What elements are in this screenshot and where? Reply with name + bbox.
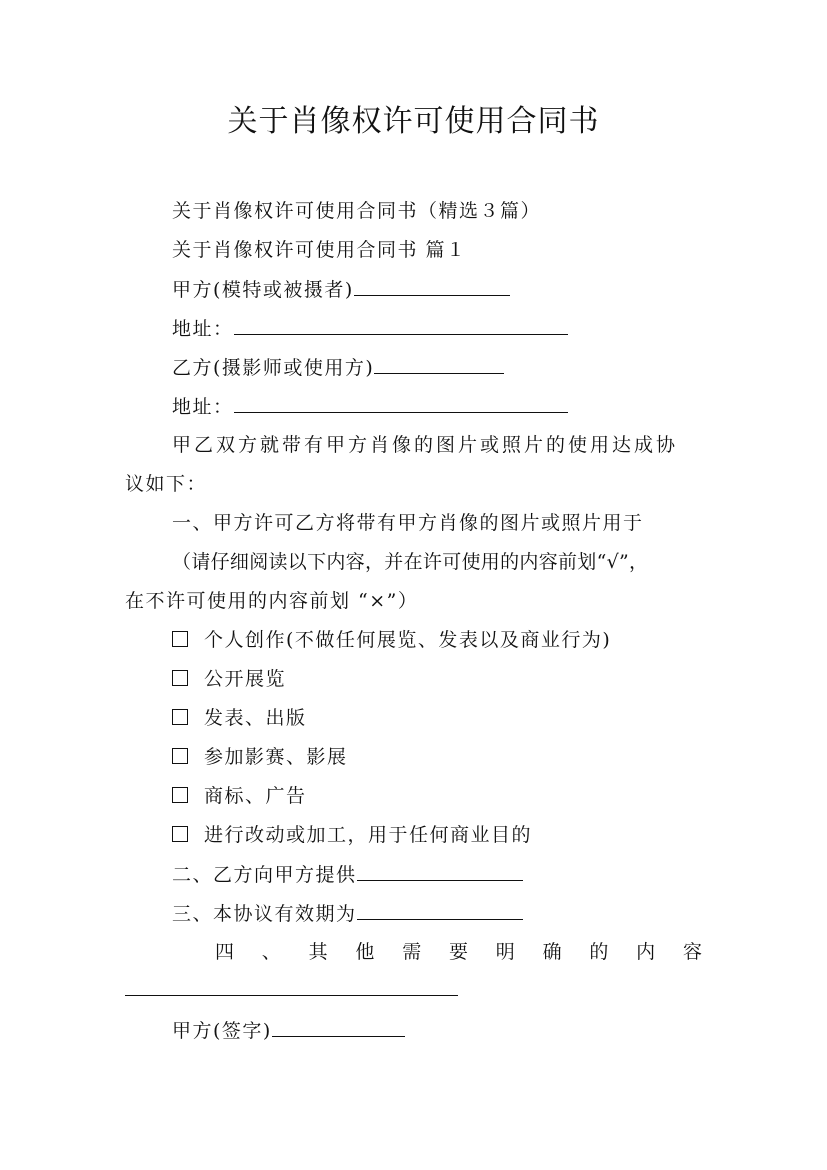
address-a-blank[interactable]	[234, 314, 568, 335]
option-item	[172, 704, 307, 732]
checkbox-icon[interactable]	[172, 748, 188, 764]
option-item	[172, 626, 611, 654]
clause-3-blank[interactable]	[357, 899, 523, 920]
intro-line-2: 议如下：	[125, 473, 208, 495]
clause-4-char: 容	[682, 941, 702, 963]
clause-4-char: 其	[308, 941, 328, 963]
option-item	[172, 743, 348, 771]
checkbox-icon[interactable]	[172, 670, 188, 686]
section-heading: 关于肖像权许可使用合同书 篇１	[172, 239, 467, 261]
option-label: 公开展览	[204, 668, 287, 690]
signature-a-blank[interactable]	[272, 1016, 405, 1037]
checkbox-icon[interactable]	[172, 826, 188, 842]
address-b-line	[172, 392, 568, 421]
party-b-line	[172, 353, 504, 382]
clause-4-blank[interactable]	[125, 995, 458, 996]
address-a-label: 地址：	[172, 318, 234, 340]
clause-4-char: 内	[636, 941, 656, 963]
option-label: 发表、出版	[204, 707, 307, 729]
party-b-label: 乙方(摄影师或使用方)	[172, 357, 375, 379]
party-b-blank[interactable]	[374, 353, 504, 374]
clause-2-label: 二、乙方向甲方提供	[172, 864, 357, 886]
option-item	[172, 782, 307, 810]
clause-4-char: 他	[355, 941, 375, 963]
clause-1-line-3: 在不许可使用的内容前划 “×”）	[125, 590, 419, 612]
option-label: 参加影赛、影展	[204, 746, 348, 768]
clause-1-line-2: （请仔细阅读以下内容，并在许可使用的内容前划“√”，	[172, 551, 649, 573]
clause-4-char: 需	[402, 941, 422, 963]
party-a-blank[interactable]	[354, 275, 510, 296]
party-a-line	[172, 275, 510, 304]
clause-3-label: 三、本协议有效期为	[172, 903, 357, 925]
clause-4-line	[215, 938, 702, 966]
clause-4-char: 明	[495, 941, 515, 963]
clause-4-char: 四	[215, 941, 235, 963]
signature-a-label: 甲方(签字)	[172, 1020, 272, 1042]
address-b-label: 地址：	[172, 396, 234, 418]
address-b-blank[interactable]	[234, 392, 568, 413]
checkbox-icon[interactable]	[172, 787, 188, 803]
option-label: 商标、广告	[204, 785, 307, 807]
clause-2-blank[interactable]	[357, 860, 523, 881]
checkbox-icon[interactable]	[172, 709, 188, 725]
clause-4-char: 确	[542, 941, 562, 963]
signature-a-line	[172, 1016, 405, 1045]
clause-4-char: 要	[448, 941, 468, 963]
clause-4-char: 、	[261, 941, 281, 963]
option-label: 进行改动或加工，用于任何商业目的	[204, 824, 533, 846]
clause-2-line	[172, 860, 523, 889]
option-item	[172, 821, 532, 849]
option-item	[172, 665, 286, 693]
checkbox-icon[interactable]	[172, 631, 188, 647]
address-a-line	[172, 314, 568, 343]
clause-1-line-1: 一、甲方许可乙方将带有甲方肖像的图片或照片用于	[172, 512, 644, 534]
clause-3-line	[172, 899, 523, 928]
clause-4-char: 的	[589, 941, 609, 963]
intro-line-1: 甲乙双方就带有甲方肖像的图片或照片的使用达成协	[172, 434, 679, 456]
option-label: 个人创作(不做任何展览、发表以及商业行为)	[204, 629, 612, 651]
page-title: 关于肖像权许可使用合同书	[227, 104, 600, 139]
party-a-label: 甲方(模特或被摄者)	[172, 279, 354, 301]
subtitle: 关于肖像权许可使用合同书（精选３篇）	[172, 200, 542, 222]
